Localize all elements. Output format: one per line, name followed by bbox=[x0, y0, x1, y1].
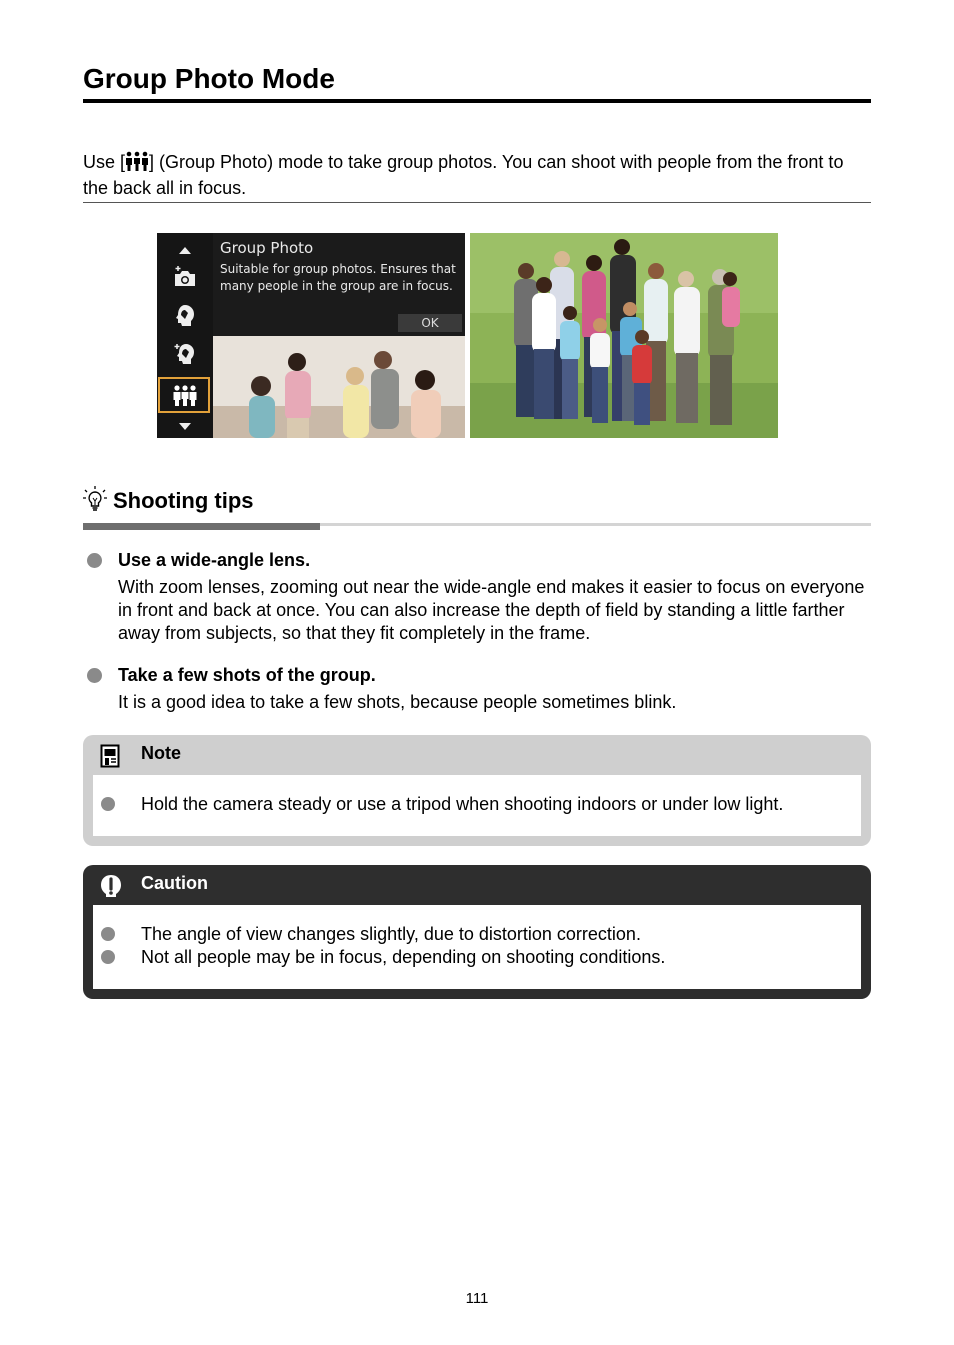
bullet-icon bbox=[87, 553, 102, 568]
mode-info-panel bbox=[213, 233, 465, 336]
tip-body: With zoom lenses, zooming out near the wide-angle end makes it easier to focus on everyone in front and back at once. You can also increase the depth of field by standing a little farther away from subjects, so that they fit completely in the frame. bbox=[118, 577, 865, 643]
intro-suffix: ] (Group Photo) mode to take group photos. You can shoot with people from the front to the back all in focus. bbox=[83, 152, 844, 198]
tips-rule-accent bbox=[83, 523, 320, 530]
caution-box bbox=[83, 865, 871, 999]
caution-content bbox=[93, 905, 861, 989]
exclamation-icon bbox=[99, 874, 123, 898]
note-heading: Note bbox=[141, 743, 181, 763]
up-arrow-icon bbox=[171, 237, 199, 263]
creative-camera-icon bbox=[171, 263, 199, 289]
intro-prefix: Use [ bbox=[83, 152, 126, 172]
portrait-icon bbox=[171, 302, 199, 328]
smooth-skin-icon bbox=[171, 340, 199, 366]
group-photo-icon bbox=[125, 151, 149, 177]
bullet-icon bbox=[101, 927, 115, 941]
intro-paragraph bbox=[83, 151, 871, 200]
page-title: Group Photo Mode bbox=[83, 63, 335, 94]
title-rule bbox=[83, 99, 871, 103]
mode-description: Suitable for group photos. Ensures that many people in the group are in focus. bbox=[220, 262, 456, 293]
down-arrow-icon bbox=[171, 414, 199, 438]
page-number: 111 bbox=[465, 1290, 489, 1307]
intro-rule bbox=[83, 202, 871, 203]
memo-icon bbox=[100, 744, 120, 768]
caution-item: Not all people may be in focus, depending on shooting conditions. bbox=[141, 947, 666, 967]
shooting-tips-heading: Shooting tips bbox=[113, 488, 254, 513]
camera-screen-image bbox=[157, 233, 465, 438]
bullet-icon bbox=[101, 797, 115, 811]
tip-body: It is a good idea to take a few shots, because people sometimes blink. bbox=[118, 692, 677, 712]
mode-sidebar bbox=[157, 233, 213, 438]
mode-heading: Group Photo bbox=[220, 239, 314, 257]
sample-group-photo-small bbox=[213, 336, 465, 438]
lightbulb-icon bbox=[83, 486, 107, 512]
tip-title: Take a few shots of the group. bbox=[118, 665, 376, 685]
ok-button[interactable]: OK bbox=[398, 314, 462, 332]
group-photo-icon bbox=[171, 382, 199, 408]
bullet-icon bbox=[87, 668, 102, 683]
sample-group-photo bbox=[470, 233, 778, 438]
note-content bbox=[93, 775, 861, 836]
tip-title: Use a wide-angle lens. bbox=[118, 550, 311, 570]
caution-heading: Caution bbox=[141, 873, 208, 893]
bullet-icon bbox=[101, 950, 115, 964]
caution-item: The angle of view changes slightly, due to distortion correction. bbox=[141, 924, 641, 944]
note-box bbox=[83, 735, 871, 846]
note-item: Hold the camera steady or use a tripod when shooting indoors or under low light. bbox=[141, 794, 784, 814]
